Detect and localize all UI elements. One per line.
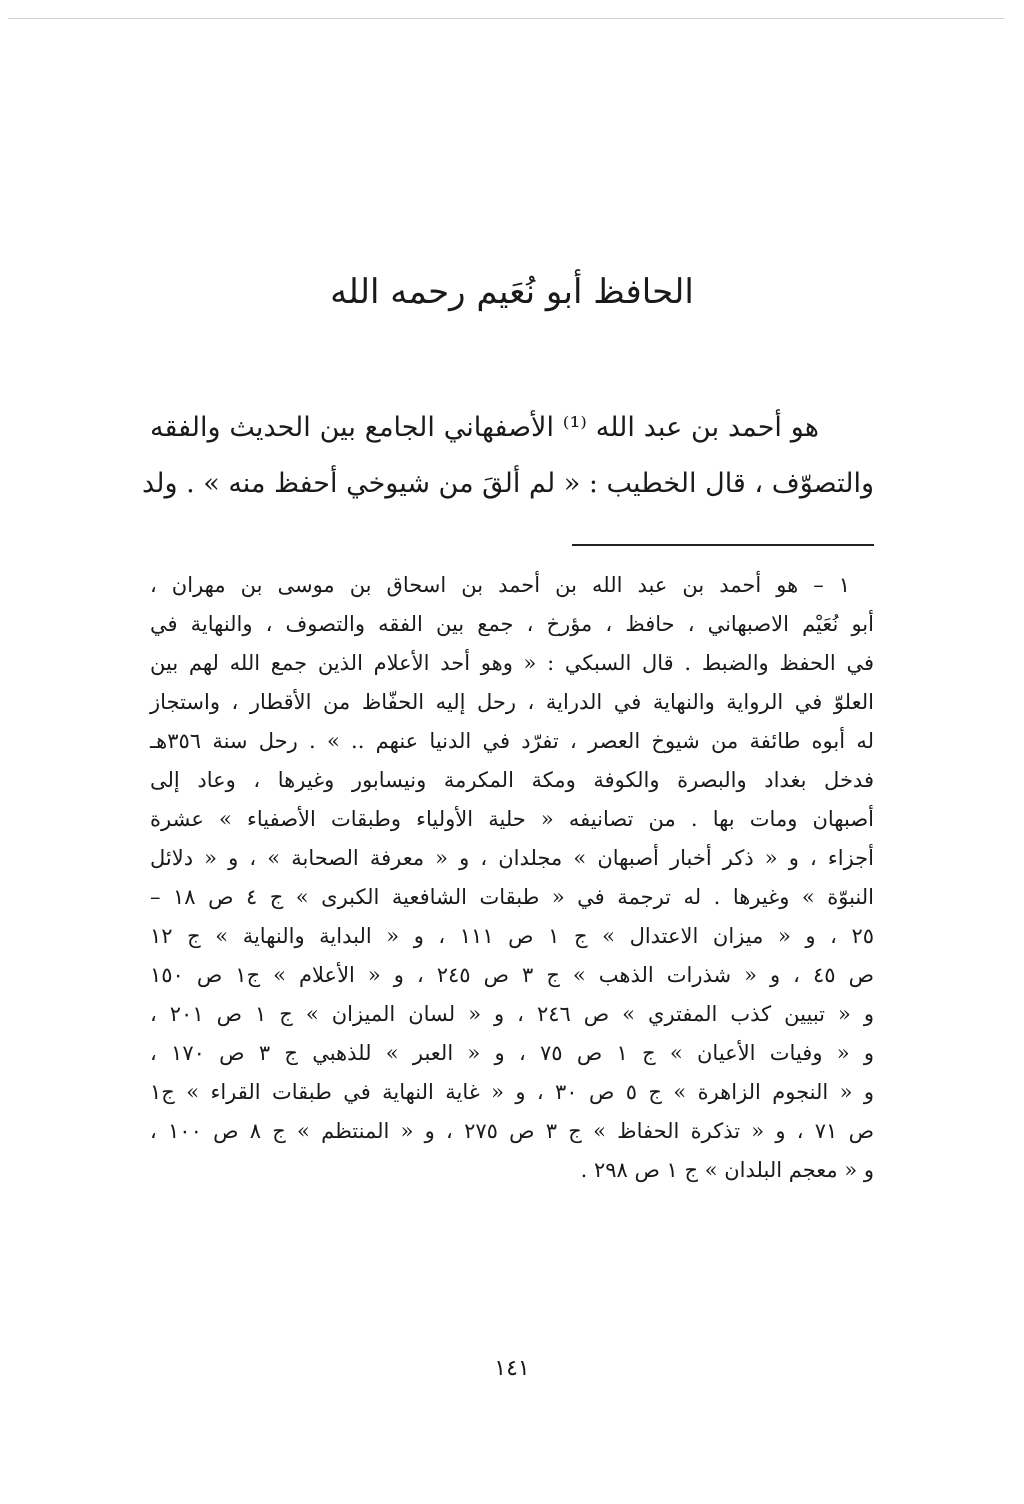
footnote-line: ص ٧١ ، و « تذكرة الحفاظ » ج ٣ ص ٢٧٥ ، و « المنتظم » ج ٨ ص ١٠٠ ، (150, 1119, 874, 1143)
footnote-separator (572, 544, 874, 546)
book-page (142, 0, 874, 1504)
footnote-line: ٢٥ ، و « ميزان الاعتدال » ج ١ ص ١١١ ، و « البداية والنهاية » ج ١٢ (150, 924, 874, 948)
main-text (142, 400, 874, 512)
footnote-line: العلوّ في الرواية والنهاية في الدراية ، رحل إليه الحفّاظ من الأقطار ، واستجاز (150, 690, 874, 714)
footnote (150, 566, 874, 1190)
footnote-line: في الحفظ والضبط . قال السبكي : « وهو أحد الأعلام الذين جمع الله لهم بين (150, 651, 874, 675)
chapter-title: الحافظ أبو نُعَيم رحمه الله (330, 272, 694, 312)
main-text-line: والتصوّف ، قال الخطيب : « لم ألقَ من شيوخي أحفظ منه » . ولد (142, 468, 874, 499)
footnote-line: ١ – هو أحمد بن عبد الله بن أحمد بن اسحاق بن موسى بن مهران ، (150, 573, 850, 597)
main-text-line: هو أحمد بن عبد الله ⁽¹⁾ الأصفهاني الجامع بين الحديث والفقه (150, 412, 819, 443)
footnote-line: و « النجوم الزاهرة » ج ٥ ص ٣٠ ، و « غاية النهاية في طبقات القراء » ج١ (150, 1080, 874, 1104)
footnote-line: و « وفيات الأعيان » ج ١ ص ٧٥ ، و « العبر » للذهبي ج ٣ ص ١٧٠ ، (150, 1041, 874, 1065)
footnote-line: و « تبيين كذب المفتري » ص ٢٤٦ ، و « لسان الميزان » ج ١ ص ٢٠١ ، (150, 1002, 874, 1026)
footnote-line: و « معجم البلدان » ج ١ ص ٢٩٨ . (580, 1158, 874, 1182)
page-number: ١٤١ (494, 1356, 530, 1381)
footnote-line: النبوّة » وغيرها . له ترجمة في « طبقات الشافعية الكبرى » ج ٤ ص ١٨ – (150, 885, 874, 909)
footnote-line: ص ٤٥ ، و « شذرات الذهب » ج ٣ ص ٢٤٥ ، و « الأعلام » ج١ ص ١٥٠ (150, 963, 874, 987)
footnote-line: له أبوه طائفة من شيوخ العصر ، تفرّد في الدنيا عنهم .. » . رحل سنة ٣٥٦هـ (150, 729, 874, 753)
footnote-line: أصبهان ومات بها . من تصانيفه « حلية الأولياء وطبقات الأصفياء » عشرة (150, 807, 874, 831)
footnote-line: أجزاء ، و « ذكر أخبار أصبهان » مجلدان ، و « معرفة الصحابة » ، و « دلائل (150, 846, 874, 870)
footnote-line: أبو نُعَيْم الاصبهاني ، حافظ ، مؤرخ ، جمع بين الفقه والتصوف ، والنهاية في (150, 612, 874, 636)
footnote-line: فدخل بغداد والبصرة والكوفة ومكة المكرمة ونيسابور وغيرها ، وعاد إلى (150, 768, 874, 792)
